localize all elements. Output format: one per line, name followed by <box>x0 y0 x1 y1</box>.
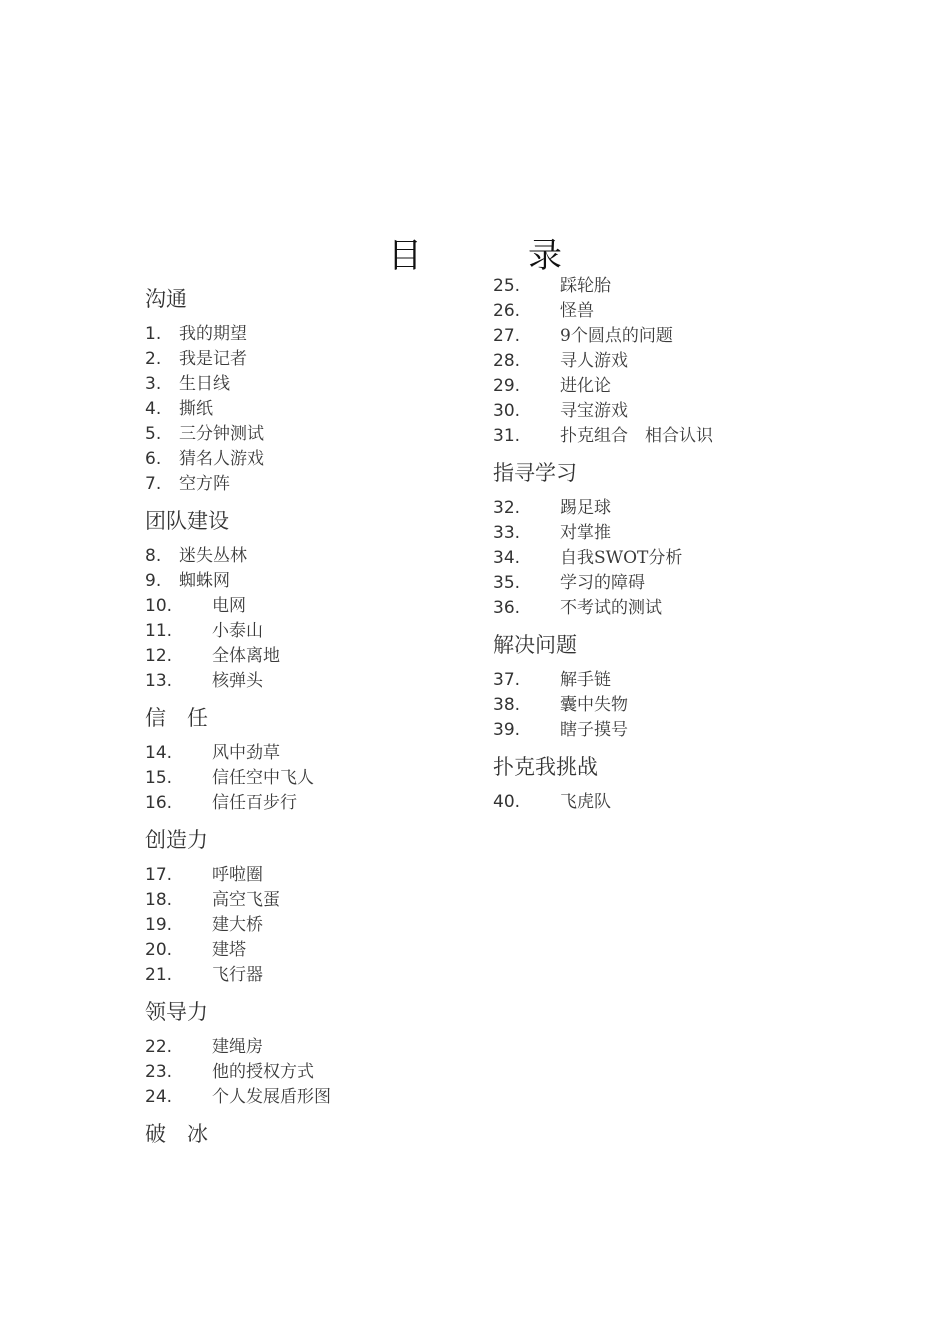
entry-title: 我是记者 <box>179 349 247 369</box>
toc-entry[interactable] <box>493 496 833 521</box>
entry-number: 27. <box>493 326 521 346</box>
entry-title: 自我SWOT分析 <box>560 548 683 568</box>
entry-number: 10. <box>145 596 173 616</box>
entry-number: 9. <box>145 571 162 591</box>
entry-number: 16. <box>145 793 173 813</box>
toc-entry[interactable] <box>493 571 833 596</box>
section-list <box>493 790 833 815</box>
entry-title: 9个圆点的问题 <box>560 326 673 346</box>
entry-title: 飞行器 <box>212 965 263 985</box>
entry-title: 高空飞蛋 <box>212 890 280 910</box>
entry-number: 12. <box>145 646 173 666</box>
section-heading: 解决问题 <box>493 633 577 657</box>
entry-title: 核弹头 <box>212 671 263 691</box>
toc-entry[interactable] <box>493 693 833 718</box>
entry-title: 小泰山 <box>212 621 263 641</box>
section-heading: 领导力 <box>145 1000 208 1024</box>
entry-number: 7. <box>145 474 162 494</box>
toc-entry[interactable] <box>145 447 485 472</box>
toc-entry[interactable] <box>145 1035 485 1060</box>
entry-number: 37. <box>493 670 521 690</box>
section-list <box>145 322 485 497</box>
entry-title: 风中劲草 <box>212 743 280 763</box>
entry-title: 不考试的测试 <box>560 598 662 618</box>
entry-number: 13. <box>145 671 173 691</box>
entry-title: 我的期望 <box>179 324 247 344</box>
toc-entry[interactable] <box>493 424 833 449</box>
entry-number: 21. <box>145 965 173 985</box>
toc-entry[interactable] <box>493 274 833 299</box>
toc-entry[interactable] <box>145 913 485 938</box>
entry-number: 26. <box>493 301 521 321</box>
toc-entry[interactable] <box>145 372 485 397</box>
toc-entry[interactable] <box>493 790 833 815</box>
page-title: 目 录 <box>388 236 598 276</box>
section-list <box>145 544 485 694</box>
entry-number: 36. <box>493 598 521 618</box>
entry-title: 寻宝游戏 <box>560 401 628 421</box>
entry-title: 学习的障碍 <box>560 573 645 593</box>
entry-number: 15. <box>145 768 173 788</box>
toc-right-column <box>493 274 833 827</box>
section-list <box>145 863 485 988</box>
entry-number: 35. <box>493 573 521 593</box>
entry-title: 建大桥 <box>212 915 263 935</box>
entry-title: 猜名人游戏 <box>179 449 264 469</box>
section-list <box>493 668 833 743</box>
entry-title: 寻人游戏 <box>560 351 628 371</box>
toc-entry[interactable] <box>493 349 833 374</box>
toc-entry[interactable] <box>145 544 485 569</box>
toc-entry[interactable] <box>145 1085 485 1110</box>
section-list <box>145 1035 485 1110</box>
entry-title: 对掌推 <box>560 523 611 543</box>
section-list <box>145 741 485 816</box>
section-heading: 指寻学习 <box>493 461 577 485</box>
toc-entry[interactable] <box>145 888 485 913</box>
toc-entry[interactable] <box>145 347 485 372</box>
entry-number: 4. <box>145 399 162 419</box>
toc-entry[interactable] <box>493 546 833 571</box>
entry-title: 瞎子摸号 <box>560 720 628 740</box>
entry-number: 40. <box>493 792 521 812</box>
entry-title: 蜘蛛网 <box>179 571 230 591</box>
entry-number: 29. <box>493 376 521 396</box>
entry-title: 他的授权方式 <box>212 1062 314 1082</box>
toc-entry[interactable] <box>145 766 485 791</box>
toc-entry[interactable] <box>493 718 833 743</box>
entry-number: 19. <box>145 915 173 935</box>
entry-title: 建塔 <box>212 940 246 960</box>
entry-title: 三分钟测试 <box>179 424 264 444</box>
entry-number: 39. <box>493 720 521 740</box>
entry-title: 怪兽 <box>560 301 594 321</box>
toc-entry[interactable] <box>145 669 485 694</box>
toc-entry[interactable] <box>145 472 485 497</box>
toc-entry[interactable] <box>493 374 833 399</box>
entry-number: 17. <box>145 865 173 885</box>
entry-title: 飞虎队 <box>560 792 611 812</box>
entry-title: 信任百步行 <box>212 793 297 813</box>
entry-number: 23. <box>145 1062 173 1082</box>
entry-number: 30. <box>493 401 521 421</box>
entry-number: 8. <box>145 546 162 566</box>
entry-number: 5. <box>145 424 162 444</box>
section-heading: 沟通 <box>145 287 187 311</box>
entry-number: 11. <box>145 621 173 641</box>
entry-number: 31. <box>493 426 521 446</box>
entry-number: 18. <box>145 890 173 910</box>
section-list <box>493 274 833 449</box>
section-heading: 扑克我挑战 <box>493 755 598 779</box>
entry-number: 32. <box>493 498 521 518</box>
toc-entry[interactable] <box>145 741 485 766</box>
toc-entry[interactable] <box>145 619 485 644</box>
toc-entry[interactable] <box>145 594 485 619</box>
entry-number: 2. <box>145 349 162 369</box>
entry-number: 14. <box>145 743 173 763</box>
entry-title: 电网 <box>212 596 246 616</box>
toc-entry[interactable] <box>145 422 485 447</box>
toc-left-column <box>145 287 485 1157</box>
toc-entry[interactable] <box>145 963 485 988</box>
entry-title: 解手链 <box>560 670 611 690</box>
entry-title: 全体离地 <box>212 646 280 666</box>
entry-number: 33. <box>493 523 521 543</box>
toc-entry[interactable] <box>145 322 485 347</box>
entry-number: 38. <box>493 695 521 715</box>
entry-number: 6. <box>145 449 162 469</box>
section-heading: 信 任 <box>145 706 208 730</box>
toc-entry[interactable] <box>145 791 485 816</box>
entry-number: 28. <box>493 351 521 371</box>
toc-entry[interactable] <box>145 1060 485 1085</box>
section-heading: 创造力 <box>145 828 208 852</box>
toc-entry[interactable] <box>493 596 833 621</box>
entry-title: 撕纸 <box>179 399 213 419</box>
toc-entry[interactable] <box>493 299 833 324</box>
entry-title: 扑克组合 相合认识 <box>560 426 713 446</box>
entry-title: 迷失丛林 <box>179 546 247 566</box>
entry-title: 个人发展盾形图 <box>212 1087 331 1107</box>
section-heading: 破 冰 <box>145 1122 208 1146</box>
entry-title: 踩轮胎 <box>560 276 611 296</box>
toc-entry[interactable] <box>493 668 833 693</box>
toc-entry[interactable] <box>145 863 485 888</box>
entry-title: 信任空中飞人 <box>212 768 314 788</box>
entry-number: 22. <box>145 1037 173 1057</box>
toc-entry[interactable] <box>145 644 485 669</box>
toc-entry[interactable] <box>493 324 833 349</box>
section-list <box>493 496 833 621</box>
entry-title: 呼啦圈 <box>212 865 263 885</box>
entry-number: 25. <box>493 276 521 296</box>
entry-number: 3. <box>145 374 162 394</box>
toc-entry[interactable] <box>145 397 485 422</box>
toc-entry[interactable] <box>493 521 833 546</box>
toc-entry[interactable] <box>145 938 485 963</box>
entry-title: 建绳房 <box>212 1037 263 1057</box>
entry-number: 1. <box>145 324 162 344</box>
entry-title: 空方阵 <box>179 474 230 494</box>
entry-title: 踢足球 <box>560 498 611 518</box>
entry-number: 24. <box>145 1087 173 1107</box>
toc-entry[interactable] <box>493 399 833 424</box>
toc-entry[interactable] <box>145 569 485 594</box>
entry-title: 囊中失物 <box>560 695 628 715</box>
entry-number: 20. <box>145 940 173 960</box>
section-heading: 团队建设 <box>145 509 229 533</box>
entry-title: 生日线 <box>179 374 230 394</box>
entry-title: 进化论 <box>560 376 611 396</box>
entry-number: 34. <box>493 548 521 568</box>
